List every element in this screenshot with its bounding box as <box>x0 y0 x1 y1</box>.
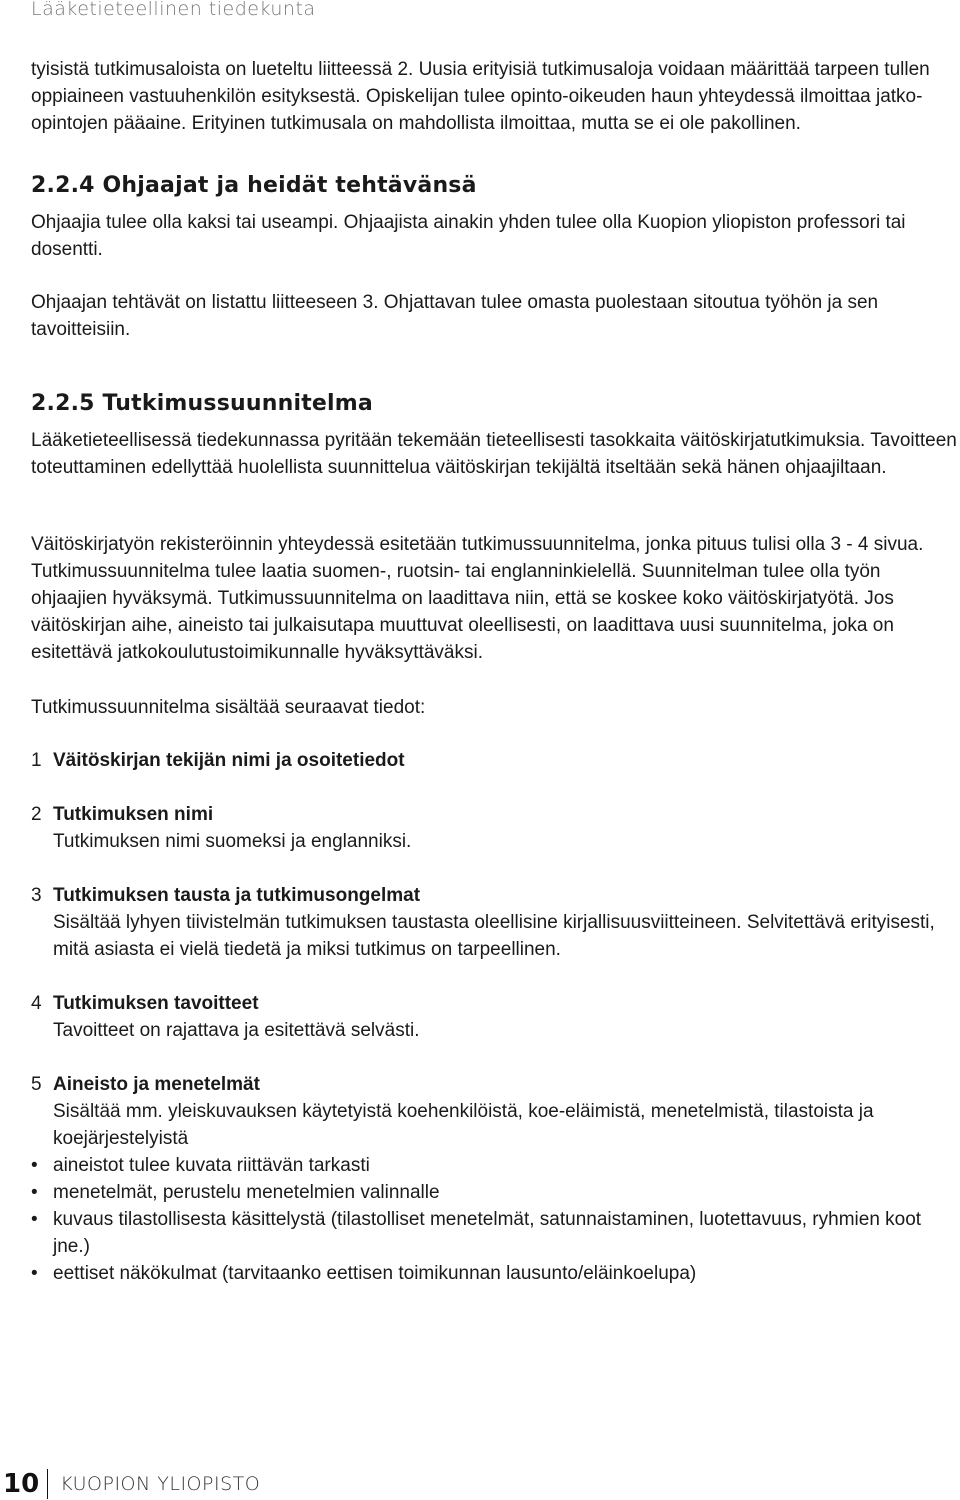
bullet-item: • aineistot tulee kuvata riittävän tarkasti <box>31 1152 960 1179</box>
item-title: Väitöskirjan tekijän nimi ja osoitetiedot <box>53 750 405 771</box>
bullet-item: • eettiset näkökulmat (tarvitaanko eettisen toimikunnan lausunto/eläinkoelupa) <box>31 1260 960 1287</box>
item-description: Sisältää mm. yleiskuvauksen käytetyistä koehenkilöistä, koe-eläimistä, menetelmistä, tilastoista ja koejärjestelyistä <box>53 1101 874 1149</box>
item-number: 2 <box>31 804 42 825</box>
footer-divider <box>47 1469 48 1499</box>
item-number: 5 <box>31 1074 42 1095</box>
publisher-name: KUOPION YLIOPISTO <box>60 1473 261 1495</box>
page-content <box>31 56 960 1287</box>
page-footer <box>3 1468 260 1500</box>
running-header: Lääketieteellinen tiedekunta <box>31 0 316 20</box>
section-2-2-4-paragraph-1: Ohjaajia tulee olla kaksi tai useampi. Ohjaajista ainakin yhden tulee olla Kuopion yliopiston professori tai dosentti. <box>31 212 906 260</box>
section-heading-2-2-5: 2.2.5 Tutkimussuunnitelma <box>31 391 373 416</box>
item-title: Tutkimuksen nimi <box>53 804 214 825</box>
item-title: Tutkimuksen tavoitteet <box>53 993 259 1014</box>
section-2-2-5-paragraph-3: Tutkimussuunnitelma sisältää seuraavat tiedot: <box>31 697 426 718</box>
section-2-2-5-paragraph-2: Väitöskirjatyön rekisteröinnin yhteydessä esitetään tutkimussuunnitelma, jonka pituus tulisi olla 3 - 4 sivua. Tutkimussuunnitelma tulee laatia suomen-, ruotsin- tai englanninkielellä. Suunnitelman tulee olla työn ohjaajien hyväksymä. Tutkimussuunnitelma on laadittava niin, että se koskee koko väitöskirjatyötä. Jos väitöskirjan aihe, aineisto tai julkaisutapa muuttuvat oleellisesti, on laadittava uusi suunnitelma, joka on esitettävä jatkokoulutustoimikunnalle hyväksyttäväksi. <box>31 534 924 663</box>
item-description: Sisältää lyhyen tiivistelmän tutkimuksen taustasta oleellisine kirjallisuusviitteineen. Selvitettävä erityisesti, mitä asiasta ei vielä tiedetä ja miksi tutkimus on tarpeellinen. <box>53 912 935 960</box>
list-item <box>31 1071 960 1287</box>
list-item <box>31 747 960 774</box>
bullet-item: • kuvaus tilastollisesta käsittelystä (tilastolliset menetelmät, satunnaistaminen, luotettavuus, ryhmien koot jne.) <box>31 1206 960 1260</box>
section-2-2-4-paragraph-2: Ohjaajan tehtävät on listattu liitteeseen 3. Ohjattavan tulee omasta puolestaan sitoutua työhön ja sen tavoitteisiin. <box>31 292 879 340</box>
list-item <box>31 882 960 963</box>
methods-bullet-list <box>31 1152 960 1287</box>
item-number: 4 <box>31 993 42 1014</box>
item-description: Tavoitteet on rajattava ja esitettävä selvästi. <box>53 1020 420 1041</box>
intro-paragraph: tyisistä tutkimusaloista on lueteltu liitteessä 2. Uusia erityisiä tutkimusaloja voidaan määrittää tarpeen tullen oppiaineen vastuuhenkilön esityksestä. Opiskelijan tulee opinto-oikeuden haun yhteydessä ilmoittaa jatko-opintojen pääaine. Erityinen tutkimusala on mahdollista ilmoittaa, mutta se ei ole pakollinen. <box>31 59 930 134</box>
item-title: Tutkimuksen tausta ja tutkimusongelmat <box>53 885 421 906</box>
bullet-item: • menetelmät, perustelu menetelmien valinnalle <box>31 1179 960 1206</box>
section-heading-2-2-4: 2.2.4 Ohjaajat ja heidät tehtävänsä <box>31 173 477 198</box>
page-number: 10 <box>3 1469 40 1499</box>
item-number: 1 <box>31 750 42 771</box>
plan-contents-list <box>31 747 960 1287</box>
item-description: Tutkimuksen nimi suomeksi ja englanniksi. <box>53 831 412 852</box>
list-item <box>31 990 960 1044</box>
item-title: Aineisto ja menetelmät <box>53 1074 260 1095</box>
item-number: 3 <box>31 885 42 906</box>
section-2-2-5-paragraph-1: Lääketieteellisessä tiedekunnassa pyritään tekemään tieteellisesti tasokkaita väitöskirjatutkimuksia. Tavoitteen toteuttaminen edellyttää huolellista suunnittelua väitöskirjan tekijältä itseltään sekä hänen ohjaajiltaan. <box>31 430 957 478</box>
list-item <box>31 801 960 855</box>
